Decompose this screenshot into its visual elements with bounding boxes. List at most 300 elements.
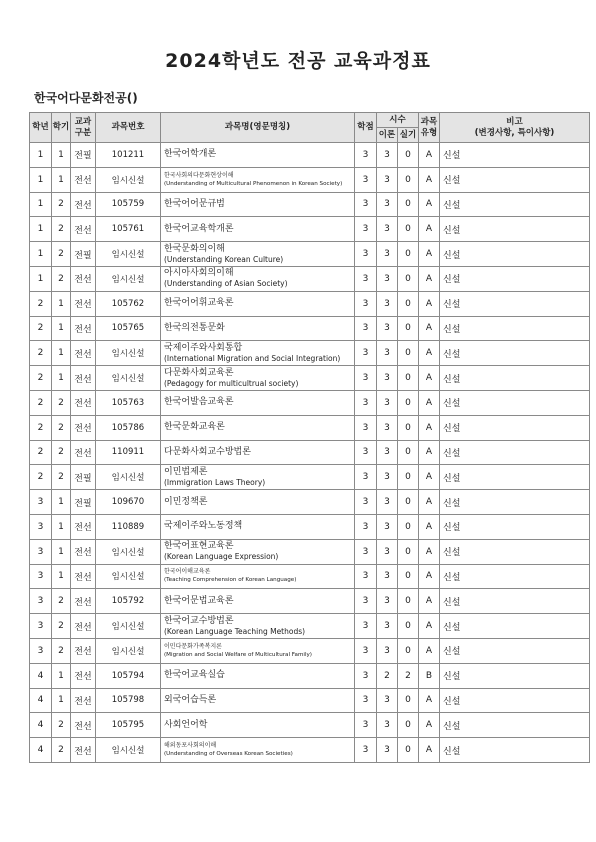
cell-practice: 0 xyxy=(398,713,419,738)
cell-category: 전선 xyxy=(71,663,96,688)
cell-practice: 0 xyxy=(398,564,419,589)
cell-code: 101211 xyxy=(96,143,161,168)
cell-credit: 3 xyxy=(355,291,377,316)
cell-credit: 3 xyxy=(355,738,377,763)
cell-credit: 3 xyxy=(355,341,377,366)
cell-practice: 0 xyxy=(398,539,419,564)
cell-credit: 3 xyxy=(355,589,377,614)
cell-category: 전선 xyxy=(71,415,96,440)
table-row xyxy=(30,589,590,614)
cell-semester: 1 xyxy=(52,688,71,713)
cell-type: A xyxy=(419,589,440,614)
cell-semester: 1 xyxy=(52,167,71,192)
cell-semester: 2 xyxy=(52,390,71,415)
cell-code: 임시신설 xyxy=(96,738,161,763)
cell-semester: 2 xyxy=(52,192,71,217)
cell-category: 전선 xyxy=(71,167,96,192)
header-grade: 학년 xyxy=(30,113,52,143)
cell-grade: 3 xyxy=(30,589,52,614)
table-row xyxy=(30,316,590,341)
cell-note: 신설 xyxy=(440,539,590,564)
header-credit: 학점 xyxy=(355,113,377,143)
cell-code: 임시신설 xyxy=(96,564,161,589)
course-name-korean: 이민법제론 xyxy=(164,466,208,477)
cell-code: 임시신설 xyxy=(96,167,161,192)
cell-note: 신설 xyxy=(440,440,590,465)
cell-course-name xyxy=(161,713,355,738)
cell-type: A xyxy=(419,366,440,391)
header-code: 과목번호 xyxy=(96,113,161,143)
cell-type: A xyxy=(419,143,440,168)
table-row xyxy=(30,415,590,440)
cell-note: 신설 xyxy=(440,589,590,614)
cell-semester: 1 xyxy=(52,316,71,341)
cell-type: A xyxy=(419,440,440,465)
cell-category: 전선 xyxy=(71,440,96,465)
course-name-korean: 한국어교수방법론 xyxy=(164,615,234,626)
cell-credit: 3 xyxy=(355,614,377,639)
cell-type: A xyxy=(419,167,440,192)
cell-theory: 3 xyxy=(377,217,398,242)
cell-course-name xyxy=(161,638,355,663)
cell-grade: 2 xyxy=(30,316,52,341)
cell-code: 105762 xyxy=(96,291,161,316)
course-name-korean: 한국어이해교육론 xyxy=(164,568,211,576)
cell-theory: 3 xyxy=(377,514,398,539)
cell-course-name xyxy=(161,316,355,341)
cell-course-name xyxy=(161,539,355,564)
cell-theory: 3 xyxy=(377,266,398,291)
table-row xyxy=(30,192,590,217)
cell-practice: 0 xyxy=(398,638,419,663)
cell-grade: 2 xyxy=(30,465,52,490)
cell-theory: 3 xyxy=(377,341,398,366)
cell-grade: 2 xyxy=(30,291,52,316)
cell-theory: 3 xyxy=(377,192,398,217)
cell-type: A xyxy=(419,514,440,539)
cell-code: 105795 xyxy=(96,713,161,738)
cell-practice: 2 xyxy=(398,663,419,688)
course-name-korean: 한국어학개론 xyxy=(164,149,217,160)
cell-category: 전선 xyxy=(71,366,96,391)
cell-type: A xyxy=(419,564,440,589)
cell-credit: 3 xyxy=(355,663,377,688)
cell-credit: 3 xyxy=(355,366,377,391)
table-row xyxy=(30,663,590,688)
cell-category: 전선 xyxy=(71,266,96,291)
cell-grade: 1 xyxy=(30,167,52,192)
cell-practice: 0 xyxy=(398,614,419,639)
cell-type: A xyxy=(419,217,440,242)
cell-credit: 3 xyxy=(355,638,377,663)
header-hours: 시수 xyxy=(377,113,419,128)
cell-course-name xyxy=(161,663,355,688)
cell-note: 신설 xyxy=(440,291,590,316)
cell-note: 신설 xyxy=(440,688,590,713)
cell-type: A xyxy=(419,242,440,267)
cell-grade: 2 xyxy=(30,341,52,366)
cell-practice: 0 xyxy=(398,266,419,291)
cell-category: 전선 xyxy=(71,341,96,366)
cell-note: 신설 xyxy=(440,514,590,539)
table-header xyxy=(30,113,590,143)
cell-code: 105792 xyxy=(96,589,161,614)
cell-type: A xyxy=(419,192,440,217)
table-row xyxy=(30,440,590,465)
cell-semester: 2 xyxy=(52,217,71,242)
table-row xyxy=(30,514,590,539)
cell-theory: 3 xyxy=(377,242,398,267)
cell-category: 전선 xyxy=(71,390,96,415)
cell-course-name xyxy=(161,490,355,515)
cell-practice: 0 xyxy=(398,143,419,168)
course-name-english: (Pedagogy for multicultrual society) xyxy=(164,378,299,388)
cell-grade: 2 xyxy=(30,390,52,415)
course-name-korean: 국제이주와사회통합 xyxy=(164,342,243,353)
cell-credit: 3 xyxy=(355,217,377,242)
cell-category: 전필 xyxy=(71,242,96,267)
cell-type: A xyxy=(419,316,440,341)
cell-theory: 3 xyxy=(377,539,398,564)
cell-note: 신설 xyxy=(440,738,590,763)
cell-credit: 3 xyxy=(355,167,377,192)
cell-credit: 3 xyxy=(355,490,377,515)
cell-theory: 3 xyxy=(377,316,398,341)
cell-credit: 3 xyxy=(355,514,377,539)
cell-note: 신설 xyxy=(440,143,590,168)
cell-practice: 0 xyxy=(398,366,419,391)
cell-course-name xyxy=(161,415,355,440)
cell-practice: 0 xyxy=(398,316,419,341)
cell-code: 임시신설 xyxy=(96,242,161,267)
cell-course-name xyxy=(161,341,355,366)
cell-course-name xyxy=(161,514,355,539)
table-row xyxy=(30,614,590,639)
cell-category: 전필 xyxy=(71,465,96,490)
table-row xyxy=(30,291,590,316)
cell-grade: 4 xyxy=(30,713,52,738)
cell-note: 신설 xyxy=(440,167,590,192)
cell-note: 신설 xyxy=(440,217,590,242)
course-name-korean: 사회언어학 xyxy=(164,719,208,730)
course-name-english: (Understanding Korean Culture) xyxy=(164,254,284,264)
cell-semester: 1 xyxy=(52,490,71,515)
cell-type: A xyxy=(419,291,440,316)
cell-practice: 0 xyxy=(398,688,419,713)
cell-credit: 3 xyxy=(355,266,377,291)
cell-code: 105761 xyxy=(96,217,161,242)
course-name-korean: 국제이주와노동정책 xyxy=(164,521,243,532)
cell-course-name xyxy=(161,192,355,217)
cell-credit: 3 xyxy=(355,539,377,564)
cell-credit: 3 xyxy=(355,316,377,341)
cell-category: 전선 xyxy=(71,589,96,614)
cell-course-name xyxy=(161,614,355,639)
cell-theory: 3 xyxy=(377,614,398,639)
cell-theory: 3 xyxy=(377,490,398,515)
cell-theory: 3 xyxy=(377,143,398,168)
course-name-korean: 이민정책론 xyxy=(164,496,208,507)
cell-course-name xyxy=(161,366,355,391)
table-row xyxy=(30,167,590,192)
cell-credit: 3 xyxy=(355,143,377,168)
cell-code: 109670 xyxy=(96,490,161,515)
cell-category: 전선 xyxy=(71,713,96,738)
cell-semester: 1 xyxy=(52,514,71,539)
cell-semester: 2 xyxy=(52,738,71,763)
course-name-korean: 다문화사회교수방법론 xyxy=(164,446,251,457)
cell-code: 110911 xyxy=(96,440,161,465)
cell-note: 신설 xyxy=(440,490,590,515)
cell-credit: 3 xyxy=(355,192,377,217)
cell-grade: 1 xyxy=(30,266,52,291)
cell-theory: 3 xyxy=(377,167,398,192)
course-name-korean: 한국문화교육론 xyxy=(164,422,225,433)
table-row xyxy=(30,688,590,713)
cell-code: 임시신설 xyxy=(96,465,161,490)
cell-practice: 0 xyxy=(398,490,419,515)
cell-practice: 0 xyxy=(398,415,419,440)
cell-practice: 0 xyxy=(398,192,419,217)
cell-semester: 2 xyxy=(52,415,71,440)
cell-grade: 3 xyxy=(30,490,52,515)
table-row xyxy=(30,242,590,267)
cell-theory: 3 xyxy=(377,465,398,490)
course-name-korean: 이민다문화가족복지론 xyxy=(164,642,222,650)
cell-course-name xyxy=(161,465,355,490)
cell-theory: 3 xyxy=(377,440,398,465)
cell-note: 신설 xyxy=(440,663,590,688)
cell-credit: 3 xyxy=(355,242,377,267)
cell-semester: 1 xyxy=(52,366,71,391)
cell-practice: 0 xyxy=(398,167,419,192)
course-name-english: (Understanding of Multicultural Phenomenon in Korean Society) xyxy=(164,180,343,187)
cell-note: 신설 xyxy=(440,192,590,217)
cell-grade: 2 xyxy=(30,366,52,391)
cell-credit: 3 xyxy=(355,465,377,490)
table-row xyxy=(30,564,590,589)
cell-type: A xyxy=(419,415,440,440)
cell-note: 신설 xyxy=(440,366,590,391)
cell-code: 105786 xyxy=(96,415,161,440)
cell-grade: 3 xyxy=(30,514,52,539)
cell-category: 전선 xyxy=(71,738,96,763)
table-row xyxy=(30,390,590,415)
course-name-korean: 한국어표현교육론 xyxy=(164,541,234,552)
cell-practice: 0 xyxy=(398,514,419,539)
cell-type: A xyxy=(419,614,440,639)
cell-grade: 3 xyxy=(30,539,52,564)
cell-semester: 2 xyxy=(52,465,71,490)
cell-grade: 4 xyxy=(30,663,52,688)
header-practice: 실기 xyxy=(398,128,419,143)
cell-category: 전선 xyxy=(71,638,96,663)
cell-note: 신설 xyxy=(440,415,590,440)
cell-type: A xyxy=(419,539,440,564)
cell-type: A xyxy=(419,490,440,515)
course-name-english: (Korean Language Teaching Methods) xyxy=(164,626,306,636)
cell-category: 전필 xyxy=(71,490,96,515)
cell-semester: 1 xyxy=(52,143,71,168)
cell-type: A xyxy=(419,713,440,738)
cell-type: A xyxy=(419,738,440,763)
cell-semester: 2 xyxy=(52,242,71,267)
cell-semester: 2 xyxy=(52,638,71,663)
cell-theory: 3 xyxy=(377,738,398,763)
cell-credit: 3 xyxy=(355,390,377,415)
header-semester: 학기 xyxy=(52,113,71,143)
table-row xyxy=(30,539,590,564)
cell-grade: 1 xyxy=(30,143,52,168)
table-row xyxy=(30,143,590,168)
cell-category: 전선 xyxy=(71,614,96,639)
course-name-korean: 외국어습득론 xyxy=(164,694,217,705)
table-row xyxy=(30,490,590,515)
course-name-korean: 한국어어휘교육론 xyxy=(164,298,234,309)
cell-practice: 0 xyxy=(398,465,419,490)
table-row xyxy=(30,713,590,738)
cell-category: 전필 xyxy=(71,143,96,168)
cell-credit: 3 xyxy=(355,440,377,465)
cell-grade: 3 xyxy=(30,638,52,663)
cell-type: A xyxy=(419,465,440,490)
cell-code: 105794 xyxy=(96,663,161,688)
cell-semester: 2 xyxy=(52,713,71,738)
cell-course-name xyxy=(161,564,355,589)
cell-code: 105759 xyxy=(96,192,161,217)
curriculum-table xyxy=(29,112,590,763)
cell-type: A xyxy=(419,341,440,366)
cell-course-name xyxy=(161,688,355,713)
cell-practice: 0 xyxy=(398,390,419,415)
cell-practice: 0 xyxy=(398,738,419,763)
course-name-korean: 다문화사회교육론 xyxy=(164,367,234,378)
header-type: 과목유형 xyxy=(419,113,440,143)
cell-practice: 0 xyxy=(398,341,419,366)
cell-practice: 0 xyxy=(398,440,419,465)
table-row xyxy=(30,341,590,366)
header-course-name: 과목명(영문명칭) xyxy=(161,113,355,143)
cell-note: 신설 xyxy=(440,614,590,639)
header-note-title: 비고 xyxy=(506,116,523,127)
cell-practice: 0 xyxy=(398,291,419,316)
cell-category: 전선 xyxy=(71,514,96,539)
cell-category: 전선 xyxy=(71,564,96,589)
cell-theory: 3 xyxy=(377,366,398,391)
course-name-english: (Immigration Laws Theory) xyxy=(164,477,266,487)
cell-course-name xyxy=(161,167,355,192)
cell-grade: 1 xyxy=(30,242,52,267)
cell-code: 임시신설 xyxy=(96,638,161,663)
cell-course-name xyxy=(161,589,355,614)
course-name-korean: 아시아사회의이해 xyxy=(164,268,234,279)
cell-note: 신설 xyxy=(440,713,590,738)
cell-credit: 3 xyxy=(355,713,377,738)
cell-code: 임시신설 xyxy=(96,266,161,291)
cell-course-name xyxy=(161,266,355,291)
cell-course-name xyxy=(161,738,355,763)
cell-theory: 3 xyxy=(377,589,398,614)
cell-note: 신설 xyxy=(440,316,590,341)
table-row xyxy=(30,366,590,391)
cell-type: A xyxy=(419,638,440,663)
cell-grade: 2 xyxy=(30,415,52,440)
course-name-english: (Understanding of Overseas Korean Societies) xyxy=(164,751,293,758)
cell-theory: 2 xyxy=(377,663,398,688)
cell-credit: 3 xyxy=(355,564,377,589)
cell-code: 105798 xyxy=(96,688,161,713)
cell-note: 신설 xyxy=(440,564,590,589)
cell-note: 신설 xyxy=(440,341,590,366)
cell-course-name xyxy=(161,242,355,267)
cell-semester: 2 xyxy=(52,589,71,614)
cell-course-name xyxy=(161,440,355,465)
course-name-english: (Migration and Social Welfare of Multicultural Family) xyxy=(164,651,312,658)
cell-course-name xyxy=(161,291,355,316)
cell-grade: 1 xyxy=(30,217,52,242)
cell-semester: 2 xyxy=(52,614,71,639)
cell-theory: 3 xyxy=(377,638,398,663)
course-name-english: (International Migration and Social Integration) xyxy=(164,353,341,363)
cell-course-name xyxy=(161,143,355,168)
cell-semester: 1 xyxy=(52,341,71,366)
cell-grade: 1 xyxy=(30,192,52,217)
course-name-korean: 해외동포사회의이해 xyxy=(164,742,217,750)
cell-semester: 1 xyxy=(52,539,71,564)
cell-grade: 4 xyxy=(30,738,52,763)
cell-note: 신설 xyxy=(440,390,590,415)
page-title: 2024학년도 전공 교육과정표 xyxy=(165,50,431,72)
cell-grade: 2 xyxy=(30,440,52,465)
cell-code: 105763 xyxy=(96,390,161,415)
cell-code: 110889 xyxy=(96,514,161,539)
course-name-korean: 한국의전통문화 xyxy=(164,322,225,333)
cell-code: 105765 xyxy=(96,316,161,341)
cell-theory: 3 xyxy=(377,564,398,589)
cell-grade: 3 xyxy=(30,614,52,639)
table-body xyxy=(30,143,590,763)
cell-category: 전선 xyxy=(71,291,96,316)
table-row xyxy=(30,638,590,663)
table-row xyxy=(30,738,590,763)
cell-semester: 2 xyxy=(52,440,71,465)
course-name-english: (Understanding of Asian Society) xyxy=(164,279,288,289)
cell-practice: 0 xyxy=(398,589,419,614)
cell-category: 전선 xyxy=(71,688,96,713)
header-note-subtitle: (변경사항, 특이사항) xyxy=(474,127,555,138)
cell-category: 전선 xyxy=(71,316,96,341)
course-name-korean: 한국어발음교육론 xyxy=(164,397,234,408)
cell-grade: 3 xyxy=(30,564,52,589)
course-name-korean: 한국문화의이해 xyxy=(164,243,225,254)
cell-type: A xyxy=(419,266,440,291)
cell-category: 전선 xyxy=(71,539,96,564)
header-theory: 이론 xyxy=(377,128,398,143)
cell-course-name xyxy=(161,390,355,415)
cell-code: 임시신설 xyxy=(96,539,161,564)
header-note xyxy=(440,113,590,143)
cell-code: 임시신설 xyxy=(96,614,161,639)
cell-semester: 1 xyxy=(52,291,71,316)
cell-credit: 3 xyxy=(355,688,377,713)
cell-category: 전선 xyxy=(71,192,96,217)
cell-note: 신설 xyxy=(440,242,590,267)
cell-practice: 0 xyxy=(398,242,419,267)
course-name-korean: 한국어교육실습 xyxy=(164,670,225,681)
cell-practice: 0 xyxy=(398,217,419,242)
cell-theory: 3 xyxy=(377,291,398,316)
cell-theory: 3 xyxy=(377,688,398,713)
